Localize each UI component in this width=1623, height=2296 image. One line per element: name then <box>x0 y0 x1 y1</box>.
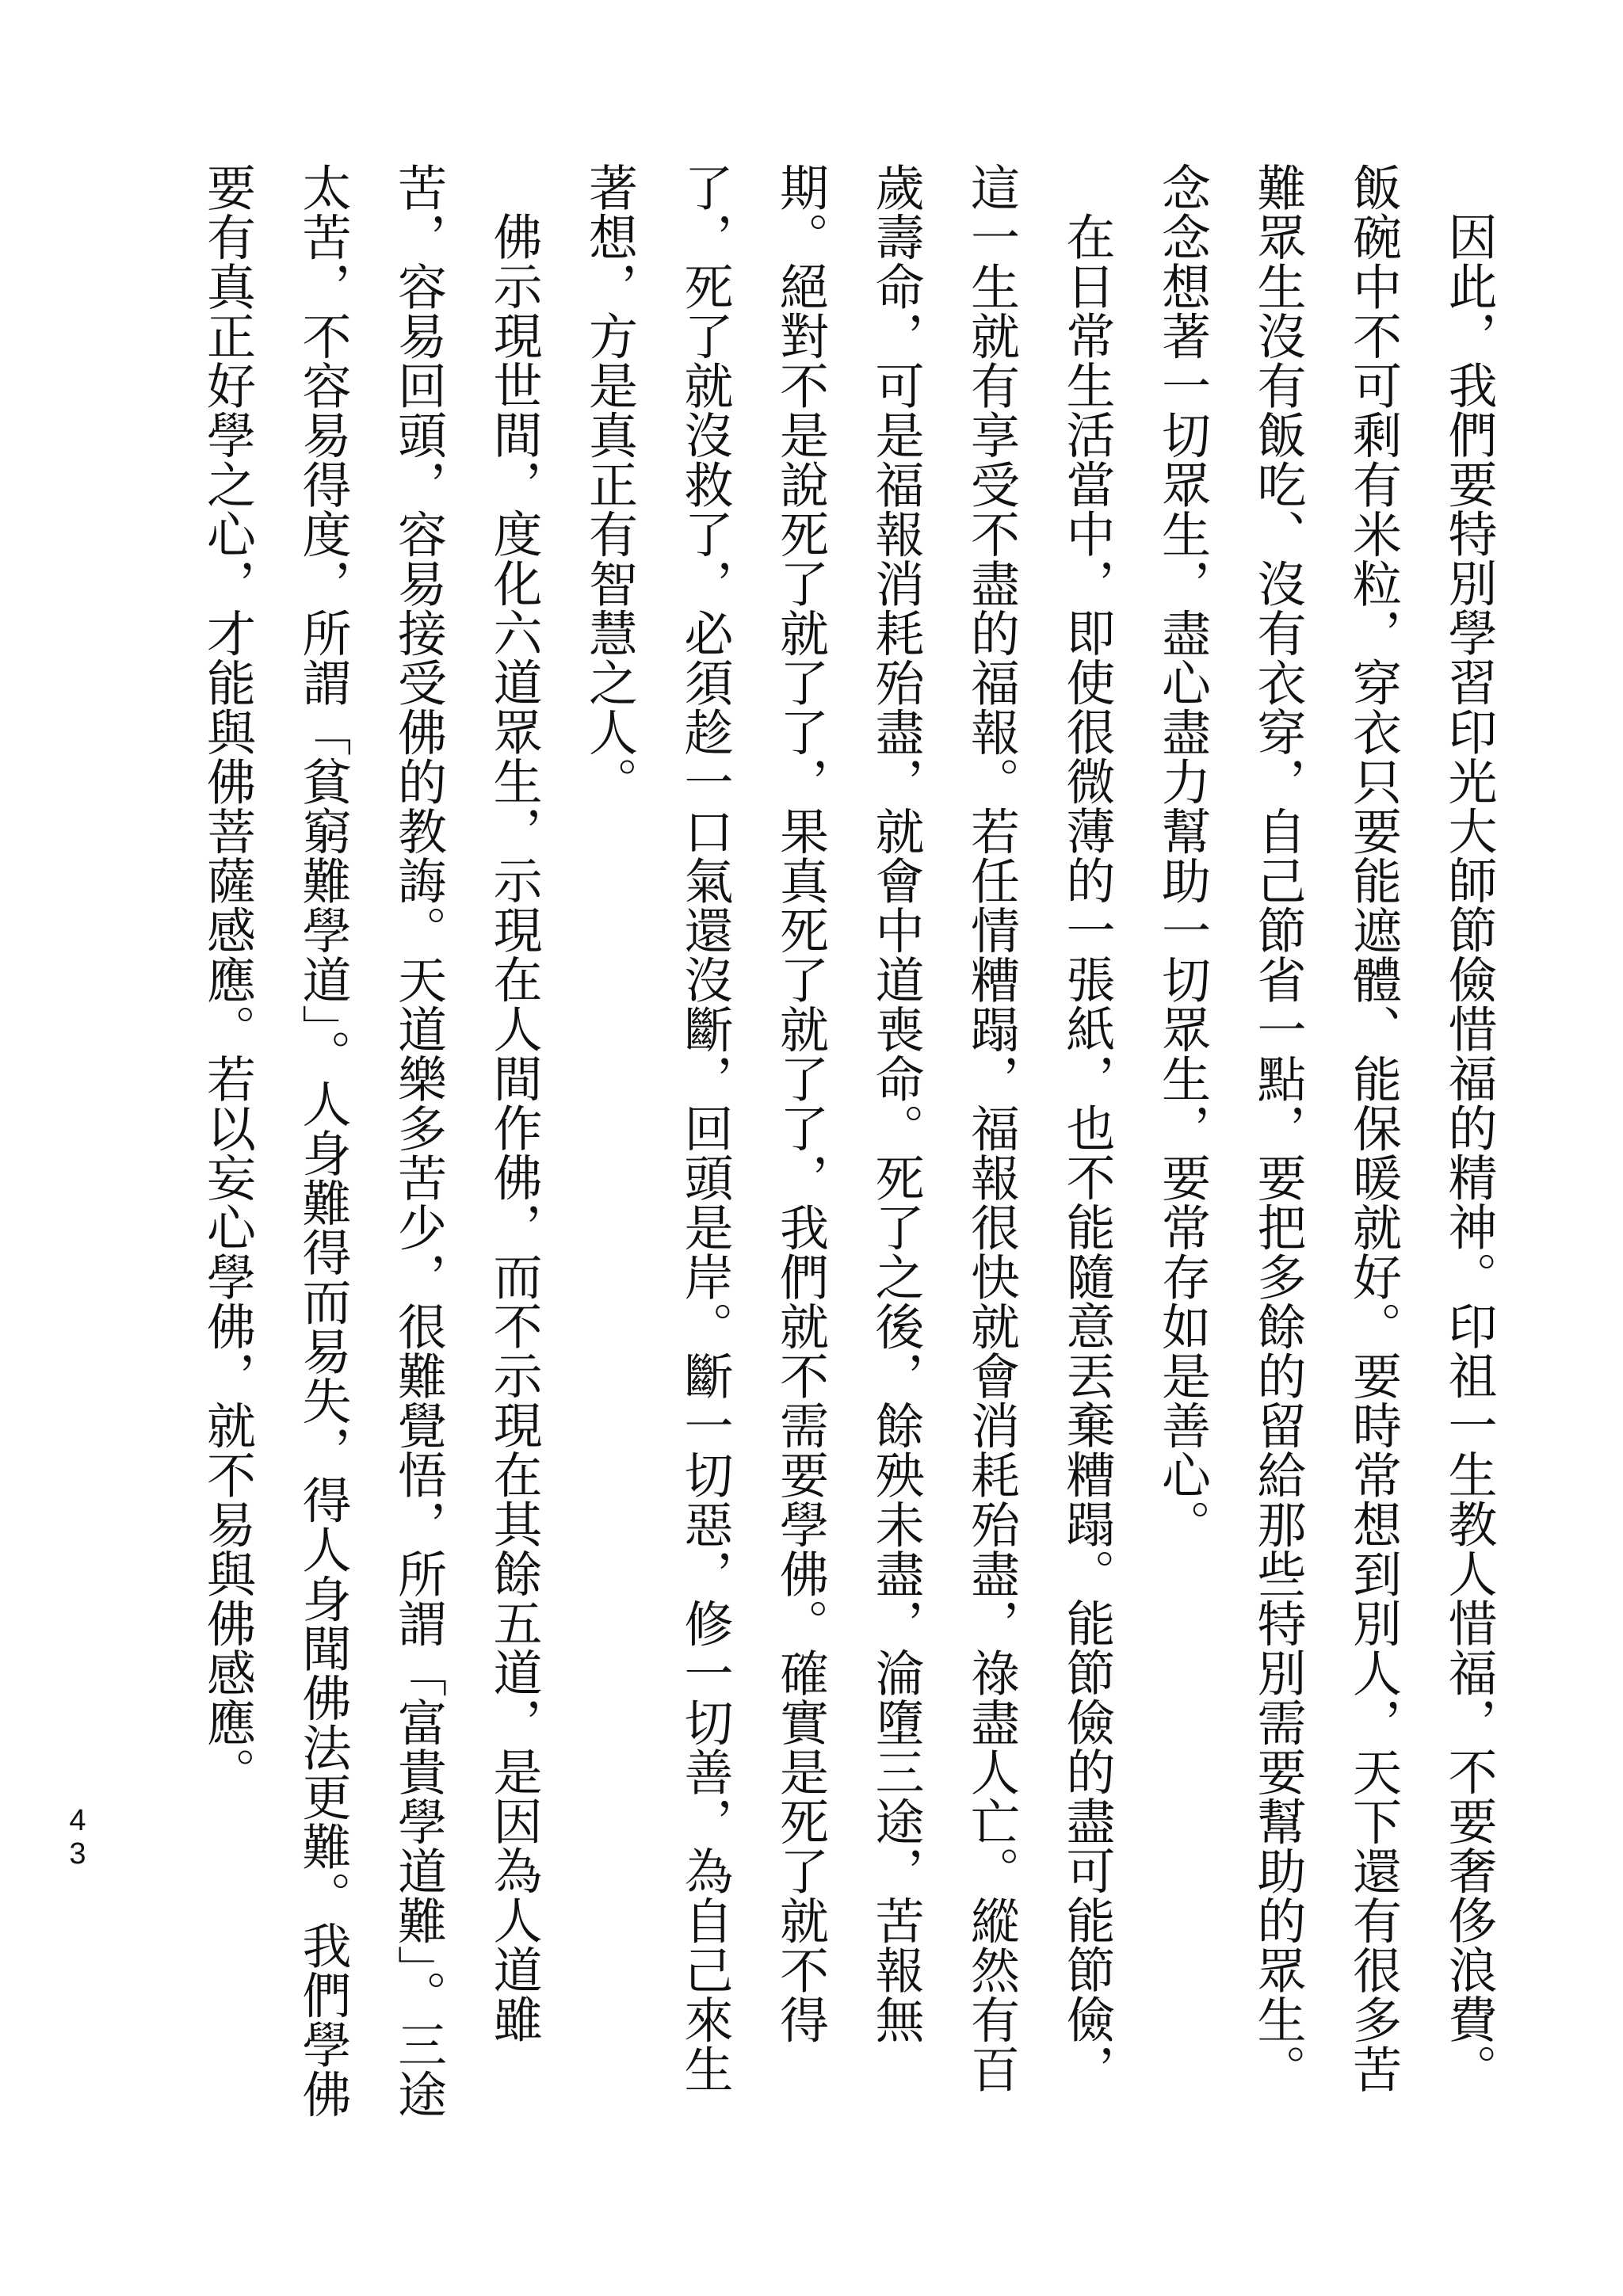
paragraph-frugality: 因此，我們要特別學習印光大師節儉惜福的精神。印祖一生教人惜福，不要奢侈浪費。飯碗中不可剩有米粒，穿衣只要能遮體、能保暖就好。要時常想到別人，天下還有很多苦難眾生沒有飯吃、沒有衣穿，自己節省一點，要把多餘的留給那些特別需要幫助的眾生。念念想著一切眾生，盡心盡力幫助一切眾生，要常存如是善心。 <box>1153 162 1498 2094</box>
paragraph-daily-life: 在日常生活當中，即使很微薄的一張紙，也不能隨意丟棄糟蹋。能節儉的盡可能節儉，這一生就有享受不盡的福報。若任情糟蹋，福報很快就會消耗殆盡，祿盡人亡。縱然有百歲壽命，可是福報消耗殆盡，就會中道喪命。死了之後，餘殃未盡，淪墮三途，苦報無期。絕對不是說死了就了了，果真死了就了了，我們就不需要學佛。確實是死了就不得了，死了就沒救了，必須趁一口氣還沒斷，回頭是岸。斷一切惡，修一切善，為自己來生著想，方是真正有智慧之人。 <box>580 162 1116 2094</box>
paragraph-human-realm: 佛示現世間，度化六道眾生，示現在人間作佛，而不示現在其餘五道，是因為人道雖苦，容易回頭，容易接受佛的教誨。天道樂多苦少，很難覺悟，所謂「富貴學道難」。三途太苦，不容易得度，所謂「貧窮難學道」。人身難得而易失，得人身聞佛法更難。我們學佛要有真正好學之心，才能與佛菩薩感應。若以妄心學佛，就不易與佛感應。 <box>198 162 543 2119</box>
page-number: 43 <box>61 1804 94 1871</box>
vertical-text-body <box>179 162 1516 2127</box>
